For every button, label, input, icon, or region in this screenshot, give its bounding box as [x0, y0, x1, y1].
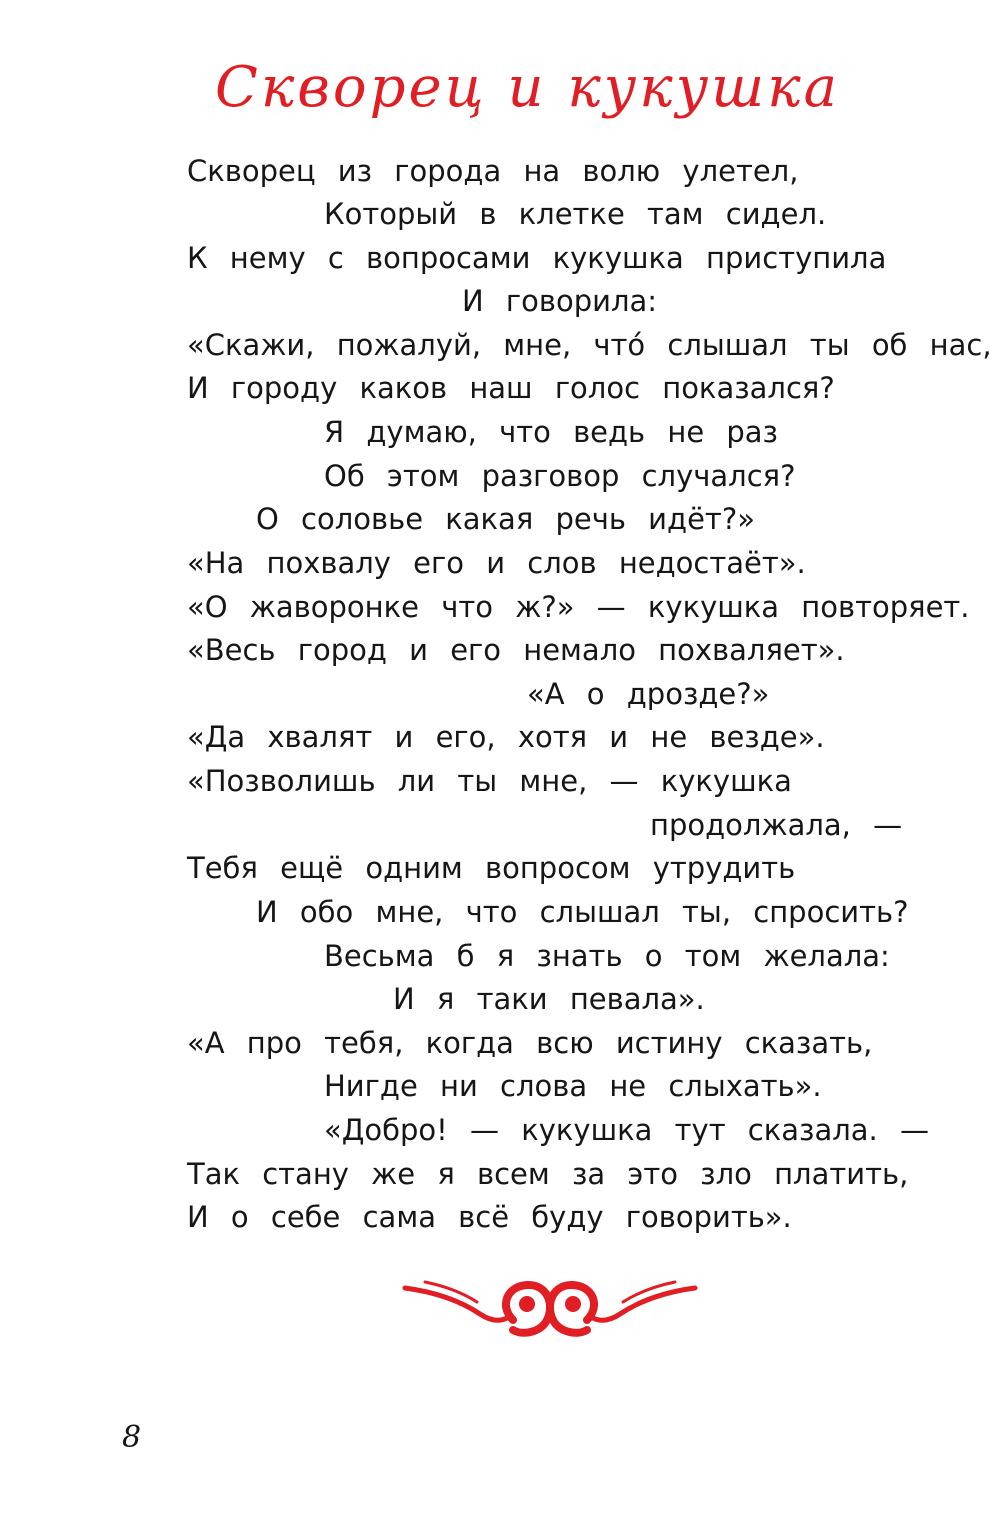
- poem-line: Так стану же я всем за это зло платить,: [187, 1157, 909, 1191]
- poem-line: И говорила:: [462, 284, 658, 318]
- poem-line: «На похвалу его и слов недостаёт».: [187, 546, 806, 580]
- poem-line: «А о дрозде?»: [527, 677, 770, 711]
- poem-line: К нему с вопросами кукушка приступила: [187, 241, 887, 275]
- poem-line: Тебя ещё одним вопросом утрудить: [187, 851, 796, 885]
- poem-line: Скворец из города на волю улетел,: [187, 154, 799, 188]
- poem-line: Который в клетке там сидел.: [324, 197, 827, 231]
- ornament-flourish-icon: [395, 1272, 705, 1342]
- poem-line: продолжала, —: [650, 808, 903, 842]
- poem-line: Весьма б я знать о том желала:: [324, 939, 890, 973]
- poem-line: И городу каков наш голос показался?: [187, 371, 835, 405]
- poem-line: Об этом разговор случался?: [324, 459, 796, 493]
- poem-line: Я думаю, что ведь не раз: [324, 415, 778, 449]
- poem-line: «А про тебя, когда всю истину сказать,: [187, 1026, 873, 1060]
- poem-line: «О жаворонке что ж?» — кукушка повторяет.: [187, 590, 970, 624]
- poem-line: И обо мне, что слышал ты, спросить?: [256, 895, 909, 929]
- poem-line: «Добро! — кукушка тут сказала. —: [324, 1113, 929, 1147]
- poem-line: И я таки певала».: [393, 982, 705, 1016]
- poem-line: «Скажи, пожалуй, мне, что́ слышал ты об нас,: [187, 328, 992, 362]
- page-title: Скворец и кукушка: [215, 55, 841, 120]
- page-number: 8: [122, 1420, 142, 1455]
- poem-line: Нигде ни слова не слыхать».: [324, 1069, 822, 1103]
- poem-line: И о себе сама всё буду говорить».: [187, 1200, 792, 1234]
- poem-line: «Позволишь ли ты мне, — кукушка: [187, 764, 792, 798]
- poem-line: «Да хвалят и его, хотя и не везде».: [187, 720, 825, 754]
- poem-line: «Весь город и его немало похваляет».: [187, 633, 845, 667]
- poem-line: О соловье какая речь идёт?»: [256, 502, 755, 536]
